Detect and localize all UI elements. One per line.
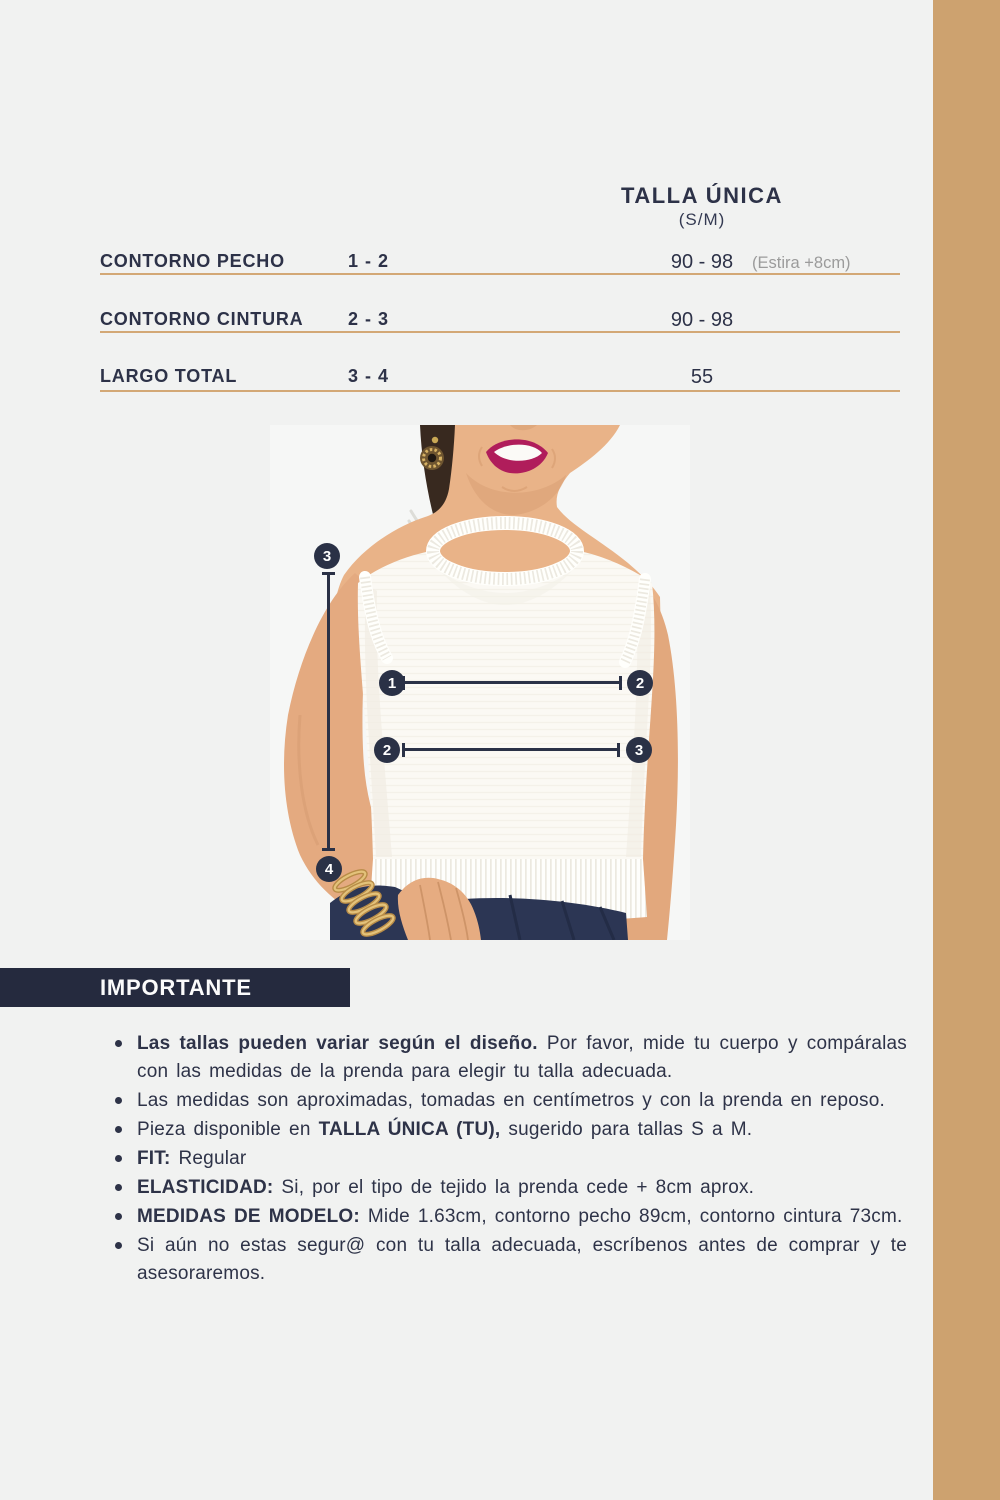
row-stretch-note: (Estira +8cm)	[752, 254, 851, 272]
measure-marker-length-bottom: 4	[316, 856, 342, 882]
important-banner	[0, 968, 350, 1007]
table-divider	[100, 390, 900, 392]
list-item: ELASTICIDAD: Si, por el tipo de tejido la prenda cede + 8cm aprox.	[137, 1174, 907, 1202]
row-value: 90 - 98	[670, 309, 734, 331]
list-item: Si aún no estas segur@ con tu talla adecuada, escríbenos antes de comprar y te asesoraremos.	[137, 1232, 907, 1288]
size-column-subtitle: (S/M)	[678, 210, 726, 229]
measure-line-chest	[403, 681, 621, 684]
accent-side-bar	[933, 0, 1000, 1500]
table-row	[0, 366, 1000, 392]
row-label: CONTORNO PECHO	[100, 251, 285, 271]
row-label: LARGO TOTAL	[100, 366, 238, 386]
size-column-title: TALLA ÚNICA	[621, 183, 783, 208]
list-item: Las medidas son aproximadas, tomadas en centímetros y con la prenda en reposo.	[137, 1087, 907, 1115]
measure-marker-chest-left: 1	[379, 670, 405, 696]
row-range: 1 - 2	[348, 251, 390, 271]
list-item: FIT: Regular	[137, 1145, 907, 1173]
list-item: Las tallas pueden variar según el diseño. Por favor, mide tu cuerpo y compáralas con las medidas de la prenda para elegir tu talla adecuada.	[137, 1030, 907, 1086]
table-divider	[100, 273, 900, 275]
list-item: MEDIDAS DE MODELO: Mide 1.63cm, contorno pecho 89cm, contorno cintura 73cm.	[137, 1203, 907, 1231]
measure-marker-waist-left: 2	[374, 737, 400, 763]
row-value: 55	[690, 366, 714, 388]
measure-marker-length-top: 3	[314, 543, 340, 569]
row-value: 90 - 98	[670, 251, 734, 273]
important-notes-list	[137, 1030, 907, 1289]
row-range: 3 - 4	[348, 366, 390, 386]
measure-line-length	[327, 574, 330, 849]
list-item: Pieza disponible en TALLA ÚNICA (TU), sugerido para tallas S a M.	[137, 1116, 907, 1144]
row-range: 2 - 3	[348, 309, 390, 329]
measure-marker-chest-right: 2	[627, 670, 653, 696]
table-divider	[100, 331, 900, 333]
row-label: CONTORNO CINTURA	[100, 309, 304, 329]
measure-line-waist	[403, 748, 619, 751]
important-title: IMPORTANTE	[100, 975, 252, 1000]
measure-marker-waist-right: 3	[626, 737, 652, 763]
